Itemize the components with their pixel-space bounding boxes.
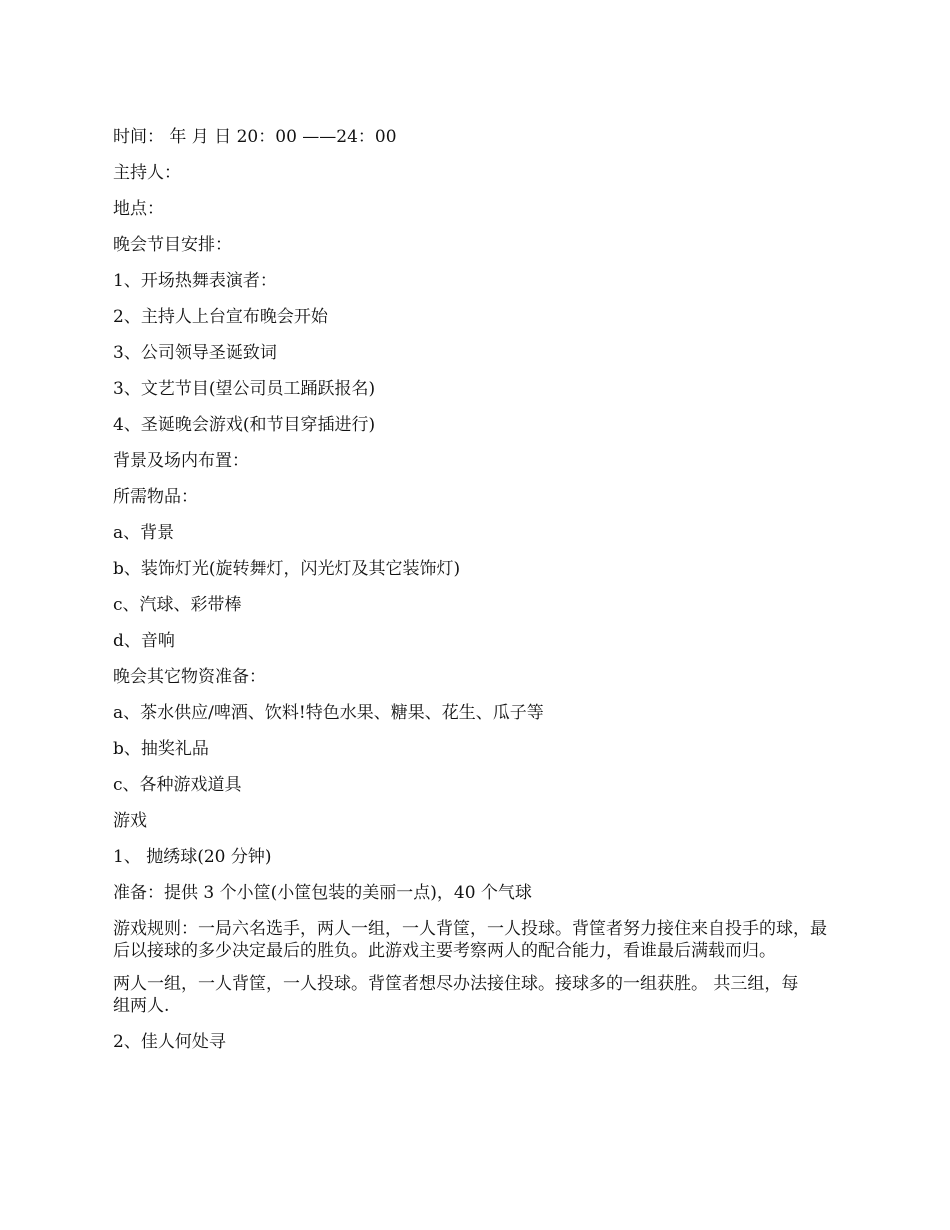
supply-item: b、装饰灯光(旋转舞灯，闪光灯及其它装饰灯)	[113, 559, 461, 579]
game-preparation: 准备：提供 3 个小筐(小筐包装的美丽一点)，40 个气球	[113, 883, 532, 903]
supplies-heading: 所需物品：	[113, 487, 198, 507]
other-supply-item: c、各种游戏道具	[113, 775, 242, 795]
game-rules-paragraph: 游戏规则：一局六名选手，两人一组，一人背筐，一人投球。背筐者努力接住来自投手的球，最后以接球的多少决定最后的胜负。此游戏主要考察两人的配合能力，看谁最后满载而归。	[113, 919, 827, 961]
program-item: 3、公司领导圣诞致词	[113, 343, 277, 363]
document-body	[113, 123, 843, 1064]
program-item: 3、文艺节目(望公司员工踊跃报名)	[113, 379, 376, 399]
other-supplies-heading: 晚会其它物资准备：	[113, 667, 266, 687]
supply-item: d、音响	[113, 631, 175, 651]
game-title: 2、佳人何处寻	[113, 1032, 226, 1052]
program-item: 2、主持人上台宣布晚会开始	[113, 307, 328, 327]
program-item: 1、开场热舞表演者：	[113, 271, 277, 291]
program-heading: 晚会节目安排：	[113, 235, 232, 255]
decoration-heading: 背景及场内布置：	[113, 451, 249, 471]
program-item: 4、圣诞晚会游戏(和节目穿插进行)	[113, 415, 376, 435]
venue-line: 地点：	[113, 199, 164, 219]
other-supply-item: a、茶水供应/啤酒、饮料!特色水果、糖果、花生、瓜子等	[113, 703, 544, 723]
other-supply-item: b、抽奖礼品	[113, 739, 209, 759]
supply-item: a、背景	[113, 523, 175, 543]
event-time-line: 时间： 年 月 日 20：00 ——24：00	[113, 127, 397, 147]
games-heading: 游戏	[113, 811, 147, 831]
game-title: 1、 抛绣球(20 分钟)	[113, 847, 272, 867]
game-summary-paragraph: 两人一组，一人背筐，一人投球。背筐者想尽办法接住球。接球多的一组获胜。 共三组，每组两人.	[113, 974, 799, 1016]
supply-item: c、汽球、彩带棒	[113, 595, 242, 615]
host-line: 主持人：	[113, 163, 181, 183]
